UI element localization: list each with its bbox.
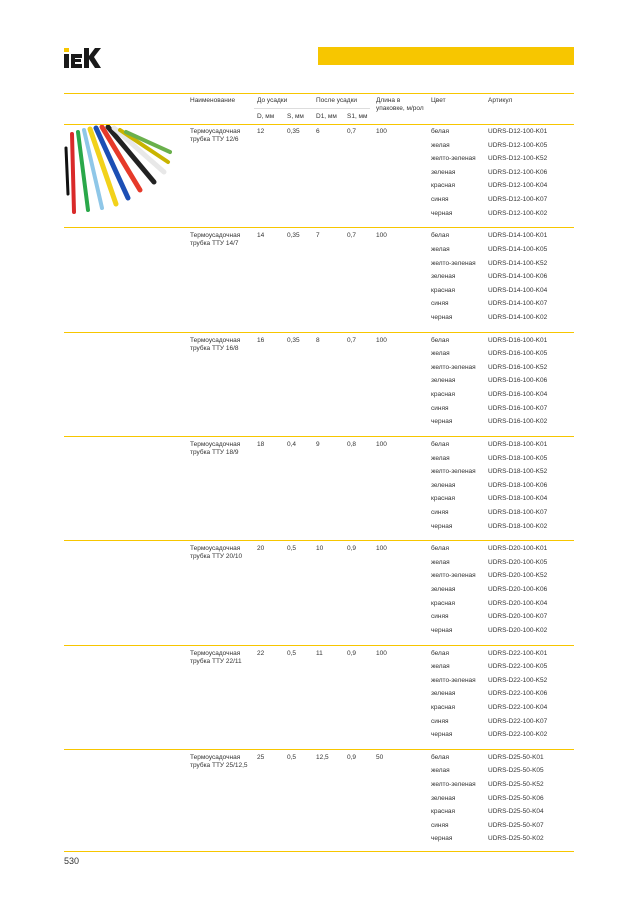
color-name: желто-зеленая: [431, 676, 476, 684]
article-code: UDRS-D22-100-K05: [488, 663, 548, 671]
color-name: белая: [431, 753, 449, 761]
color-name: желая: [431, 141, 450, 149]
article-code: UDRS-D22-100-K06: [488, 690, 548, 698]
product-name: Термоусадочная трубка ТТУ 25/12,5: [190, 753, 248, 769]
spec-s: 0,35: [287, 336, 300, 344]
color-name: зеленая: [431, 794, 456, 802]
article-code: UDRS-D25-50-K07: [488, 821, 544, 829]
article-code: UDRS-D12-100-K52: [488, 155, 548, 163]
spec-d: 18: [257, 440, 265, 448]
group-separator: [64, 749, 574, 750]
color-name: зеленая: [431, 481, 456, 489]
color-name: красная: [431, 599, 456, 607]
header-accent-bar: [318, 47, 574, 65]
group-separator: [64, 332, 574, 333]
header-before-shrink: До усадки: [257, 97, 288, 104]
article-code: UDRS-D18-100-K04: [488, 495, 548, 503]
article-code: UDRS-D18-100-K01: [488, 440, 548, 448]
article-code: UDRS-D25-50-K04: [488, 808, 544, 816]
article-code: UDRS-D14-100-K06: [488, 273, 548, 281]
color-name: черная: [431, 626, 453, 634]
color-name: желая: [431, 245, 450, 253]
spec-s1: 0,9: [347, 649, 357, 657]
spec-length: 100: [376, 545, 387, 553]
spec-d1: 9: [316, 440, 320, 448]
spec-d: 22: [257, 649, 265, 657]
article-code: UDRS-D25-50-K06: [488, 794, 544, 802]
color-name: красная: [431, 286, 456, 294]
article-code: UDRS-D16-100-K05: [488, 350, 548, 358]
spec-d1: 7: [316, 232, 320, 240]
article-code: UDRS-D18-100-K52: [488, 468, 548, 476]
color-name: красная: [431, 182, 456, 190]
spec-length: 100: [376, 649, 387, 657]
header-name: Наименование: [190, 97, 236, 104]
color-name: белая: [431, 545, 449, 553]
article-code: UDRS-D12-100-K02: [488, 209, 548, 217]
article-code: UDRS-D12-100-K05: [488, 141, 548, 149]
spec-length: 100: [376, 336, 387, 344]
color-name: желто-зеленая: [431, 468, 476, 476]
spec-s1: 0,7: [347, 128, 357, 135]
article-code: UDRS-D14-100-K05: [488, 245, 548, 253]
article-code: UDRS-D25-50-K05: [488, 767, 544, 775]
color-name: желая: [431, 558, 450, 566]
spec-d1: 6: [316, 128, 320, 135]
color-name: белая: [431, 336, 449, 344]
spec-s: 0,4: [287, 440, 297, 448]
article-code: UDRS-D25-50-K01: [488, 753, 544, 761]
color-name: желто-зеленая: [431, 155, 476, 163]
header-color: Цвет: [431, 97, 446, 104]
group-separator: [64, 540, 574, 541]
article-code: UDRS-D22-100-K04: [488, 703, 548, 711]
header-d1: D1, мм: [316, 113, 337, 120]
article-code: UDRS-D25-50-K52: [488, 781, 544, 788]
article-code: UDRS-D18-100-K06: [488, 481, 548, 489]
spec-s: 0,35: [287, 128, 300, 135]
color-name: черная: [431, 835, 453, 843]
color-name: красная: [431, 703, 456, 711]
article-code: UDRS-D25-50-K02: [488, 835, 544, 843]
article-code: UDRS-D16-100-K01: [488, 336, 548, 344]
article-code: UDRS-D18-100-K05: [488, 454, 548, 462]
spec-d: 12: [257, 128, 265, 135]
spec-s: 0,35: [287, 232, 300, 240]
article-code: UDRS-D20-100-K52: [488, 572, 548, 580]
color-name: синяя: [431, 613, 449, 621]
article-code: UDRS-D14-100-K52: [488, 259, 548, 267]
color-name: черная: [431, 731, 453, 739]
group-separator: [64, 645, 574, 646]
product-name: Термоусадочная трубка ТТУ 22/11: [190, 649, 242, 665]
color-name: красная: [431, 808, 456, 816]
heat-shrink-tubes-image: [64, 124, 172, 216]
article-code: UDRS-D12-100-K01: [488, 128, 548, 135]
article-code: UDRS-D12-100-K06: [488, 168, 548, 176]
article-code: UDRS-D22-100-K52: [488, 676, 548, 684]
spec-length: 50: [376, 753, 384, 761]
color-name: черная: [431, 418, 453, 426]
color-name: зеленая: [431, 377, 456, 385]
color-name: зеленая: [431, 168, 456, 176]
article-code: UDRS-D20-100-K04: [488, 599, 548, 607]
color-name: черная: [431, 313, 453, 321]
article-code: UDRS-D20-100-K05: [488, 558, 548, 566]
header-bottom-line: [64, 124, 574, 125]
color-name: синяя: [431, 821, 449, 829]
color-name: желто-зеленая: [431, 363, 476, 371]
header-d: D, мм: [257, 113, 275, 120]
header-length: Длина в упаковке, м/рол: [376, 97, 424, 112]
table-bottom-line: [64, 851, 574, 852]
header-subline: [254, 108, 370, 109]
color-name: желая: [431, 767, 450, 775]
color-name: белая: [431, 128, 449, 135]
header-after-shrink: После усадки: [316, 97, 358, 104]
spec-d1: 8: [316, 336, 320, 344]
color-name: зеленая: [431, 586, 456, 593]
article-code: UDRS-D18-100-K07: [488, 508, 548, 516]
color-name: синяя: [431, 404, 449, 412]
color-name: желая: [431, 454, 450, 462]
table-top-line: [64, 93, 574, 94]
iek-logo: [64, 48, 102, 68]
color-name: черная: [431, 209, 453, 217]
spec-d1: 11: [316, 649, 323, 657]
article-code: UDRS-D16-100-K06: [488, 377, 548, 385]
color-name: красная: [431, 391, 456, 398]
article-code: UDRS-D14-100-K07: [488, 300, 548, 308]
header-s1: S1, мм: [347, 113, 368, 120]
color-name: желто-зеленая: [431, 259, 476, 267]
spec-d1: 12,5: [316, 753, 329, 761]
color-name: синяя: [431, 717, 449, 725]
group-separator: [64, 436, 574, 437]
product-name: Термоусадочная трубка ТТУ 18/9: [190, 440, 241, 456]
color-name: зеленая: [431, 690, 456, 698]
color-name: красная: [431, 495, 456, 503]
color-name: желто-зеленая: [431, 781, 476, 788]
article-code: UDRS-D20-100-K02: [488, 626, 548, 634]
spec-length: 100: [376, 128, 387, 135]
color-name: желая: [431, 663, 450, 671]
article-code: UDRS-D20-100-K07: [488, 613, 548, 621]
spec-s1: 0,7: [347, 336, 357, 344]
article-code: UDRS-D12-100-K07: [488, 196, 548, 203]
spec-length: 100: [376, 232, 387, 240]
spec-d: 14: [257, 232, 265, 240]
color-name: белая: [431, 649, 449, 657]
header-article: Артикул: [488, 97, 513, 104]
spec-s: 0,5: [287, 545, 297, 553]
article-code: UDRS-D16-100-K04: [488, 391, 548, 398]
spec-d: 25: [257, 753, 265, 761]
spec-s1: 0,7: [347, 232, 357, 240]
spec-length: 100: [376, 440, 387, 448]
color-name: синяя: [431, 300, 449, 308]
color-name: синяя: [431, 508, 449, 516]
product-name: Термоусадочная трубка ТТУ 14/7: [190, 232, 241, 248]
article-code: UDRS-D16-100-K07: [488, 404, 548, 412]
color-name: белая: [431, 232, 449, 240]
color-name: черная: [431, 522, 453, 530]
spec-d: 20: [257, 545, 265, 553]
article-code: UDRS-D16-100-K52: [488, 363, 548, 371]
article-code: UDRS-D20-100-K06: [488, 586, 548, 593]
spec-s1: 0,9: [347, 545, 357, 553]
spec-d: 16: [257, 336, 265, 344]
article-code: UDRS-D14-100-K01: [488, 232, 548, 240]
spec-s1: 0,9: [347, 753, 357, 761]
article-code: UDRS-D16-100-K02: [488, 418, 548, 426]
product-name: Термоусадочная трубка ТТУ 12/6: [190, 128, 241, 143]
color-name: зеленая: [431, 273, 456, 281]
spec-s: 0,5: [287, 649, 297, 657]
product-name: Термоусадочная трубка ТТУ 20/10: [190, 545, 243, 561]
color-name: синяя: [431, 196, 449, 203]
article-code: UDRS-D22-100-K07: [488, 717, 548, 725]
article-code: UDRS-D18-100-K02: [488, 522, 548, 530]
header-s: S, мм: [287, 113, 304, 120]
spec-d1: 10: [316, 545, 324, 553]
group-separator: [64, 227, 574, 228]
article-code: UDRS-D22-100-K02: [488, 731, 548, 739]
spec-s1: 0,8: [347, 440, 357, 448]
article-code: UDRS-D22-100-K01: [488, 649, 548, 657]
article-code: UDRS-D14-100-K02: [488, 313, 548, 321]
color-name: желто-зеленая: [431, 572, 476, 580]
spec-s: 0,5: [287, 753, 297, 761]
product-name: Термоусадочная трубка ТТУ 16/8: [190, 336, 241, 352]
page-number: 530: [64, 856, 80, 866]
color-name: белая: [431, 440, 449, 448]
article-code: UDRS-D12-100-K04: [488, 182, 548, 190]
article-code: UDRS-D20-100-K01: [488, 545, 548, 553]
color-name: желая: [431, 350, 450, 358]
article-code: UDRS-D14-100-K04: [488, 286, 548, 294]
